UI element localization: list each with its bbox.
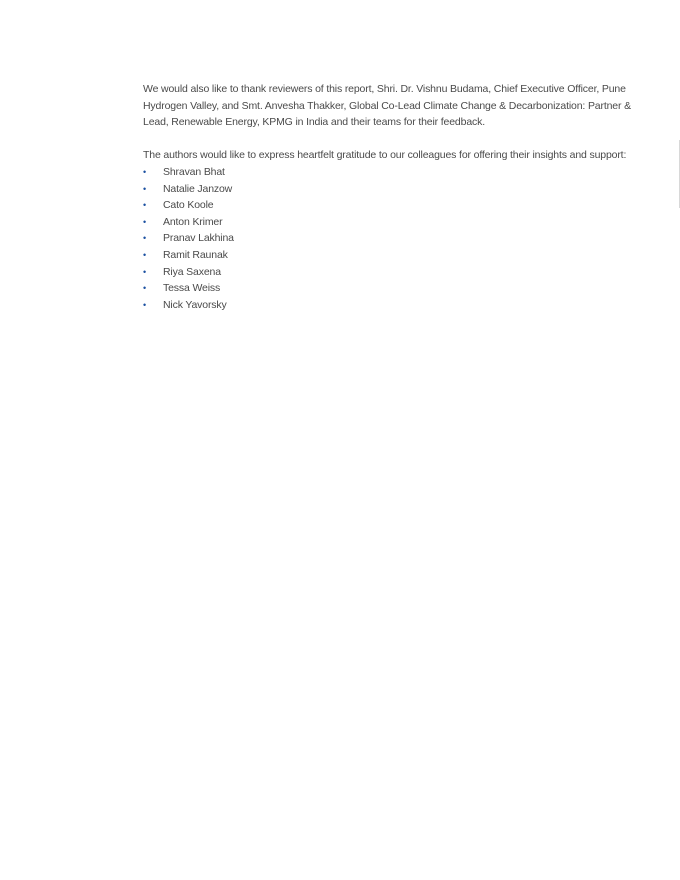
bullet-icon: • — [143, 183, 147, 194]
bullet-icon: • — [143, 299, 147, 310]
list-item — [143, 230, 643, 247]
bullet-icon: • — [143, 200, 147, 211]
colleague-name: Natalie Janzow — [163, 182, 233, 195]
list-item — [143, 280, 643, 297]
colleague-name: Riya Saxena — [163, 265, 221, 278]
bullet-icon: • — [143, 283, 147, 294]
list-item — [143, 264, 643, 281]
bullet-icon: • — [143, 249, 147, 260]
colleague-name: Tessa Weiss — [163, 282, 221, 295]
colleague-name: Ramit Raunak — [163, 248, 228, 261]
list-item — [143, 214, 643, 231]
bullet-icon: • — [143, 233, 147, 244]
colleagues-list — [143, 164, 643, 313]
acknowledgements-section — [143, 81, 643, 313]
colleague-name: Cato Koole — [163, 199, 214, 212]
bullet-icon: • — [143, 166, 147, 177]
colleague-name: Pranav Lakhina — [163, 232, 234, 245]
reviewers-paragraph: We would also like to thank reviewers of this report, Shri. Dr. Vishnu Budama, Chief Executive Officer, Pune Hydrogen Valley, and Smt. Anvesha Thakker, Global Co-Lead Climate Change & Decarbonization: Partner & Lead, Renewable Energy, KPMG in India and their teams for their feedback. — [143, 83, 631, 129]
list-item — [143, 197, 643, 214]
colleague-name: Anton Krimer — [163, 215, 223, 228]
colleagues-intro: The authors would like to express heartfelt gratitude to our colleagues for offering their insights and support: — [143, 149, 627, 162]
bullet-icon: • — [143, 266, 147, 277]
colleague-name: Nick Yavorsky — [163, 298, 227, 311]
list-item — [143, 297, 643, 314]
list-item — [143, 247, 643, 264]
list-item — [143, 181, 643, 198]
colleague-name: Shravan Bhat — [163, 165, 225, 178]
bullet-icon: • — [143, 216, 147, 227]
list-item — [143, 164, 643, 181]
